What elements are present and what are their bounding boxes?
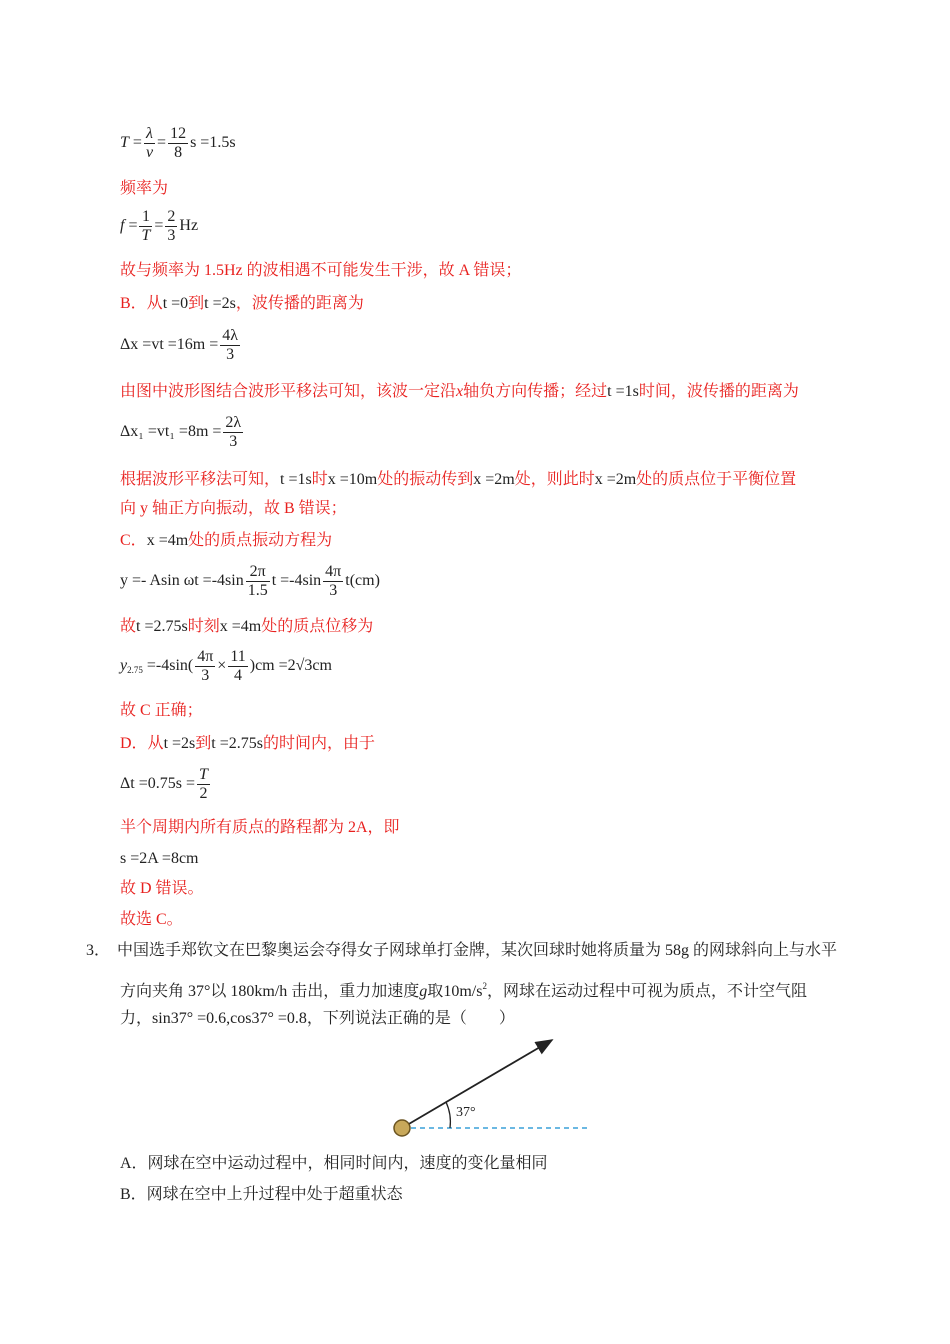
eq-y275-num2: 11 <box>230 648 246 665</box>
equation-frequency: f = $\frac{1}{T}$ = $\frac{2}{3}$ Hz <box>120 208 199 244</box>
q3-line2-b: 取 <box>427 983 444 1000</box>
option-d-conclusion: 故 D 错误。 <box>120 880 204 897</box>
equation-dx <box>120 327 242 364</box>
eq-y275-den2: 4 <box>234 667 243 684</box>
d-intro-3: 的时间内，由于 <box>262 735 375 752</box>
option-a-conclusion: 故与频率为 1.5Hz 的波相遇不可能发生干涉，故 A 错误； <box>120 262 522 279</box>
b-intro-1: B．从 <box>120 295 163 312</box>
option-d-intro <box>120 734 375 754</box>
b-line2-2: 轴负方向传播；经过 <box>463 383 608 400</box>
eq-t-den1: v <box>145 144 154 161</box>
option-a[interactable]: A．网球在空中运动过程中，相同时间内，速度的变化量相同 <box>120 1155 548 1172</box>
q3-line3-b: ，下列说法正确的是（ ） <box>306 1010 515 1027</box>
d-t2: t =2s <box>163 735 196 752</box>
d-intro-1: D．从 <box>120 735 164 752</box>
c-line2-2: 时刻 <box>187 618 220 635</box>
velocity-arrow <box>402 1040 552 1128</box>
option-c-intro <box>120 531 332 551</box>
c-intro-1: C． <box>120 532 147 549</box>
q3-trig: sin37° =0.6,cos37° =0.8 <box>152 1010 307 1027</box>
q3-g: g <box>419 983 428 1000</box>
equation-dt <box>120 766 212 803</box>
b-line3-x2b: x =2m <box>594 471 637 488</box>
b-intro-3: ，波传播的距离为 <box>235 295 364 312</box>
answer-line: 故选 C。 <box>120 911 183 928</box>
eq-y275-times: × <box>217 657 227 675</box>
q3-val: 10m/s <box>443 983 483 1000</box>
c-x4: x =4m <box>146 532 189 549</box>
eq-t-den2: 8 <box>174 144 183 161</box>
option-b-intro <box>120 294 364 314</box>
option-b-line3 <box>120 470 796 490</box>
c-line2-1: 故 <box>120 618 137 635</box>
eq-dt-den: 2 <box>199 785 208 802</box>
q3-line2-c: ，网球在运动过程中可视为质点，不计空气阻 <box>486 983 807 1000</box>
freq-label: 频率为 <box>120 180 169 197</box>
eq-dx-lhs: Δx =vt =16m = <box>120 336 219 354</box>
b-t2: t =2s <box>204 295 236 312</box>
b-line3-5: 处的质点位于平衡位置 <box>636 471 797 488</box>
eq-y275-lhs: y <box>120 657 128 675</box>
eq-y-c: t(cm) <box>345 572 380 590</box>
eq-y-den1: 1.5 <box>247 582 268 599</box>
eq-t-num1: λ <box>144 125 155 144</box>
question3-line2 <box>120 971 807 1007</box>
equation-s: s =2A =8cm <box>120 850 199 867</box>
eq-y-b: t =-4sin <box>271 572 322 590</box>
b-line3-2: 时 <box>311 471 328 488</box>
eq-y275-num1: 4π <box>197 648 214 665</box>
eq-dx1-lhs: Δx₁ =vt₁ =8m = <box>120 423 222 441</box>
eq-f-num1: 1 <box>139 208 152 227</box>
c-t275: t =2.75s <box>136 618 188 635</box>
b-line3-x2: x =2m <box>473 471 515 488</box>
b-line3-x10: x =10m <box>327 471 378 488</box>
b-line2-1: 由图中波形图结合波形平移法可知，该波一定沿 <box>120 383 457 400</box>
angle-label: 37° <box>456 1105 476 1120</box>
equation-y <box>120 563 380 600</box>
eq-y-a: y =- Asin ωt =-4sin <box>120 572 244 590</box>
option-b-line4: 向 y 轴正方向振动，故 B 错误； <box>120 500 347 517</box>
b-line3-t: t =1s <box>280 471 312 488</box>
option-c-conclusion: 故 C 正确； <box>120 702 203 719</box>
question3-number: 3． <box>86 942 111 959</box>
equation-period: T = $\frac{\lambda}{v}$ = $\frac{12}{8}$ s =1.5s <box>120 125 236 161</box>
c-intro-2: 处的质点振动方程为 <box>188 532 333 549</box>
eq-y-num1: 2π <box>246 563 270 582</box>
b-t1: t =1s <box>607 383 639 400</box>
b-line3-1: 根据波形平移法可知， <box>120 471 281 488</box>
equation-y275 <box>120 648 332 685</box>
eq-y-num2: 4π <box>325 563 342 580</box>
equation-dx1 <box>120 414 245 451</box>
option-b[interactable]: B．网球在空中上升过程中处于超重状态 <box>120 1186 403 1203</box>
tennis-ball-figure <box>380 1030 610 1145</box>
eq-t-tail: s =1.5s <box>190 134 236 152</box>
angle-arc <box>446 1102 450 1128</box>
eq-f-lhs: f <box>120 217 125 235</box>
q3-line3-a: 力， <box>120 1010 153 1027</box>
eq-f-den1: T <box>141 227 151 244</box>
q3-line2-a: 方向夹角 37°以 180km/h 击出，重力加速度 <box>120 983 420 1000</box>
eq-t-num2: 12 <box>170 125 187 142</box>
b-line2-3: 时间，波传播的距离为 <box>638 383 799 400</box>
eq-dx1-num: 2λ <box>225 414 242 431</box>
c-x4b: x =4m <box>219 618 262 635</box>
option-b-line2 <box>120 382 799 402</box>
eq-y275-sub: 2.75 <box>127 665 143 676</box>
eq-y275-a: =-4sin( <box>146 657 194 675</box>
tennis-ball-icon <box>394 1120 410 1136</box>
eq-dx1-den: 3 <box>229 433 238 450</box>
eq-y-den2: 3 <box>329 582 338 599</box>
b-line2-x: x <box>456 383 464 400</box>
eq-t-lhs: T <box>120 134 129 152</box>
b-t0: t =0 <box>162 295 189 312</box>
q3-sup: 2 <box>482 981 487 991</box>
b-intro-2: 到 <box>188 295 205 312</box>
eq-y275-b: )cm =2√3cm <box>249 657 332 675</box>
b-line3-4: 处，则此时 <box>514 471 595 488</box>
eq-dt-num: T <box>199 766 208 783</box>
eq-f-num2: 2 <box>167 208 176 225</box>
option-c-line2 <box>120 617 373 637</box>
b-line3-3: 处的振动传到 <box>377 471 474 488</box>
c-line2-3: 处的质点位移为 <box>261 618 374 635</box>
eq-dt-lhs: Δt =0.75s = <box>120 775 196 793</box>
d-t275: t =2.75s <box>211 735 263 752</box>
d-intro-2: 到 <box>195 735 212 752</box>
eq-dx-num: 4λ <box>222 327 239 344</box>
eq-y275-den1: 3 <box>201 667 210 684</box>
eq-dx-den: 3 <box>226 346 235 363</box>
eq-f-tail: Hz <box>179 217 199 235</box>
eq-f-den2: 3 <box>167 227 176 244</box>
question3-line1: 中国选手郑钦文在巴黎奥运会夺得女子网球单打金牌，某次回球时她将质量为 58g 的网球斜向上与水平 <box>117 942 838 959</box>
option-d-line2: 半个周期内所有质点的路程都为 2A，即 <box>120 819 400 836</box>
